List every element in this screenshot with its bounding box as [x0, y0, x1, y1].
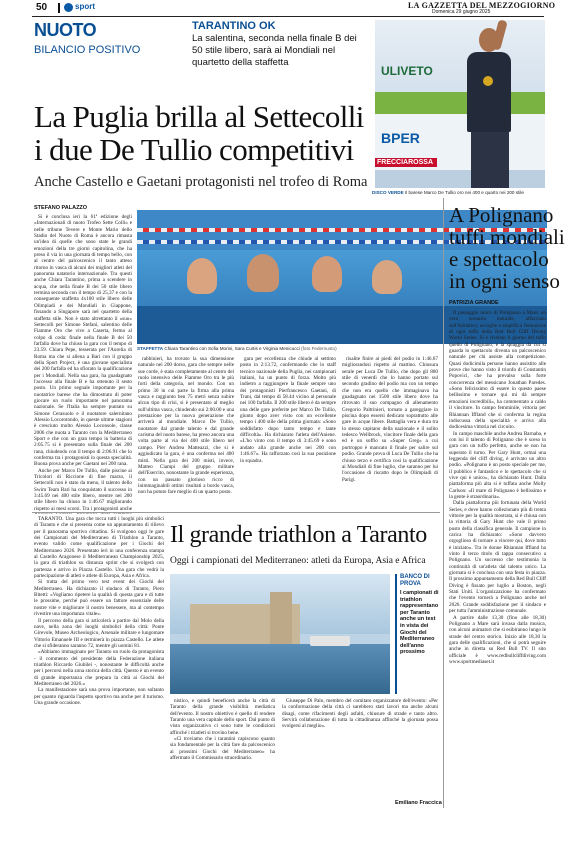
- boat: [310, 636, 350, 646]
- tri-byline: Emiliano Fraccica: [395, 800, 442, 806]
- banner-text: ULIVETO: [381, 64, 433, 78]
- main-col-2: [138, 356, 234, 508]
- teaser-text: La salentina, seconda nella finale B dei 50 stile libero, sarà ai Mondiali nel quartetto della staffetta: [192, 33, 357, 68]
- swimmer-1: [187, 258, 217, 294]
- banner-lower: [375, 170, 545, 188]
- banner-green: [375, 20, 545, 100]
- swimmer-legs: [471, 132, 509, 188]
- sidebar-headline-2: tuffi mondiali: [449, 225, 565, 249]
- main-headline-1: La Puglia brilla al Settecolli: [34, 99, 364, 134]
- mid-rule: [32, 512, 440, 513]
- sidebar-headline-4: in ogni senso: [449, 269, 560, 293]
- sidebar-text-4: A partire dalle 13,30 (fino alle 18,30) Polignano a Mare sarà invasa dalla musica, con alcuni animatori che si esibiranno lungo le strade del centro storico. Inizio alle 18,30 la gara delle qualificazioni, che si potrà seguire anche in diretta su Red Bull TV. Il sito ufficiale è www.redbullcliffdiving.com www.sportmediaset.it: [449, 614, 546, 665]
- sidebar-headline-1: A Polignano: [449, 203, 554, 227]
- page-number-bar: [58, 3, 60, 13]
- sidebar-text-3: Dalla piattaforma più fortunata della World Series, e dove hanno collezionato più di trenta vittorie per la qualità mostrata, si è chiusa con la vittoria di Gary Hunt che vale il primo posto della classifica generale. Il campione in carica ha dichiarato: «Sono davvero orgoglioso di tornare a vincere qui, dove tutto è iniziato». Tra le donne Rhiannan Iffland ha vinto il terzo titolo di tappa consecutivo a Polignano. Un successo che testimonia la continuità di un'atleta dal talento unico. La giornata si è conclusa con una festa in piazza. Il prossimo appuntamento della Red Bull Cliff Diving è fissato per luglio a Boston, negli Stati Uniti. L'organizzazione ha confermato che l'evento tornerà a Polignano anche nel 2026. Grande soddisfazione per il sindaco e per tutta l'amministrazione comunale.: [449, 500, 546, 615]
- sponsor-ribbon: [375, 92, 545, 114]
- castle-tower: [270, 592, 292, 644]
- swimmer-2: [247, 254, 279, 292]
- main-col-1-text-b: Anche per Marco De Tullio, dalle piscine ai Tricolori di Riccione di fine marzo, il Settecolli non è stato da meno, il talento dello Swim Team Bari ha conquistato il successo in 3:45.69 nei 400 stile libero, mentre nei 200 stile libero ha chiuso in 1:46.67 migliorando rispetto ai mesi scorsi. Tra i protagonisti anche: [34, 467, 132, 512]
- sea: [170, 644, 390, 694]
- box-title: BANCO DI PROVA: [400, 574, 430, 587]
- page-header: [0, 0, 580, 16]
- relay-caption-text: Chiara Tarantino con Sofia Morini, Sara Curtis e Virginia Menicucci: [164, 346, 300, 351]
- section-logo: sport: [75, 2, 95, 11]
- sidebar-body: [449, 310, 546, 808]
- tri-col-1-text-e: La manifestazione sarà una prova importante, non soltanto per quanto riguarda l'aspetto sportivo ma anche per il turismo. Una grande occasione.: [34, 687, 164, 706]
- sidebar-text-1: Il passaggio unico di Polignano a Mare, un vero scenario naturale, affacciato sull'Adriatico, accoglie e amplifica l'emozione di ogni tuffo della Red Bull Cliff Diving World Series. Si è rivelato il giorno del tuffo quello di Polignano, e la spiaggia da cui si guarda lo spettacolo diventa un palcoscenico naturale per chi assiste alla competizione. Quasi dodicimila persone hanno assistito alle prove che hanno visto il trionfo di Constantin Popovici, che ha prevalso sulla forte concorrenza del messicano Jonathan Paredes. «Sono felicissimo di essere in questo paese bellissimo e tornare qui mi dà sempre emozioni incredibili», ha commentato a caldo il vincitore. In campo femminile, vittoria per Rhiannan Iffland che si conferma la regina indiscussa della specialità e arriva alla dodicesima vittoria nel circuito.: [449, 310, 546, 431]
- main-col-3: [240, 356, 336, 508]
- main-subhead: Anche Castello e Gaetani protagonisti nel trofeo di Roma: [34, 174, 368, 190]
- banner-text-bper: BPER: [381, 130, 420, 146]
- box-text: I campionati di triathlon rappresentano per Taranto anche un test in vista dei Giochi del Mediterraneo dell'anno prossimo: [400, 590, 439, 656]
- top-caption-text: Il barese Marco De Tullio oro nei 400 e quarto nei 200 stile: [404, 190, 524, 195]
- tri-col-1-text-d: «Abbiamo immaginato per Taranto un ruolo da protagonista - il commento del presidente della Federazione italiana triathlon Riccardo Giubilei -, nonostante le difficoltà anche per i percorsi nella zona storica della città. Questo è un evento di grande importanza che prepara la città ai Giochi del Mediterraneo del 2026.»: [34, 649, 164, 687]
- tri-col-3: [282, 698, 438, 798]
- section-subtitle: BILANCIO POSITIVO: [34, 44, 141, 56]
- tri-col-3-text: Giuseppe Di Palo, membro del comitato organizzatore dell'evento: «Per la conformazione della città ci sarebbero stati lavori ma anche alcuni disagi, come rifacimenti degli asfalti, chiusure di strade e tanto altro. Servirà collaborazione di tutta la cittadinanza affinché la giornata possa svolgersi al meglio».: [282, 698, 438, 730]
- header-date: Domenica 29 giugno 2025: [432, 9, 491, 15]
- main-col-3-text: gara per eccellenza che chiude al settimo posto in 2:13.72, confermando che lo staff tecnico nazionale della Puglia, nei campionati italiani, ha un punto di forza. Molto più indietro a raggiungere la finale sempre uno dei protagonisti Pierfrancesco Gaetani, di Trani, dal tempo di 58.44 vicino al personale nei 100 farfalla. Il 200 stile libero è da sempre una delle gare preferite per Marco De Tullio, giunto dopo aver visto con un eccellente tempo i 400 stile della prima giornata: «Sono soddisfatto dopo tanto tempo e tante difficoltà». Ha dichiarato l'atleta dell'Aniene. «L'ho vinto con il tempo di 3:45.69 e sono andato alla grande anche nei 200 con 1:46.67». Ha rafforzato così la sua posizione in squadra.: [240, 356, 336, 464]
- header-rule: [32, 16, 544, 17]
- tri-col-2: [170, 698, 275, 808]
- top-photo-caption: [372, 190, 547, 196]
- tri-col-1-text-b: Si tratta del primo vero test event dei Giochi del Mediterraneo. Ha dichiarato il sindaco di Taranto, Piero Bitetti: «Vogliamo ripetere la qualità di questa gara e di tutte le prossime, perché può essere un fattore essenziale delle nostre vite e migliorare il nostro benessere, ma al contempo rivestire una importanza vitale».: [34, 579, 164, 618]
- page-number: 50: [36, 2, 48, 13]
- main-headline-2: i due De Tullio competitivi: [34, 132, 354, 167]
- top-photo-de-tullio: [375, 20, 545, 188]
- top-caption-label: DISCO VERDE: [372, 190, 404, 195]
- relay-caption-label: STAFFETTA: [137, 346, 164, 351]
- newspaper-name: LA GAZZETTA DEL MEZZOGIORNO: [408, 1, 556, 10]
- sport-logo-icon: [64, 3, 73, 12]
- main-col-2-text: rabbinieri, ha trovato la sua dimensione naturale nei 200 dorso, gara che sempre nelle sue corde, è stata completamente al centro del ruolo intensivo delle Fiamme Oro tra le più forti della categoria, nel mondo. Con un primo 30 in cui parte la firma alla prima vasca e raggiunto ben 75 metri senza subire alcun tipo di crisi, si è presentato al meglio sull'ultima vasca, chiudendo sui 2:00.00 e una prestazione per la nuova generazione che arriverà al mondiale. Marco De Tullio, nuotatore dal grande talento e dal grande carisma del nuoto barese, ha preso ancora una volta parte al via dei 400 stile libero nel campo. Pier Andrea Matteazzi, che si è aggiudicato la gara, è una conferma nei 400 misti. Nella gara dei 200 misti, invece, Matteo Ciampi del gruppo militare dell'Esercito, nonostante la grande esperienza, con un passato glorioso ricco di inimmaginabili ottimi risultati a bordo vasca, non ha potuto fare meglio di un quarto posto.: [138, 356, 234, 496]
- sidebar-byline: PATRIZIA GRANDE: [449, 300, 499, 306]
- main-byline: STEFANO PALAZZO: [34, 205, 88, 211]
- tri-col-2-text: nistico, e quindi beneficerà anche la città di Taranto della grande visibilità mediatica dell'evento. Il nostro obiettivo è quello di rendere Taranto una vera capitale dello sport. Dal punto di vista organizzativo ci sono tutte le condizioni affinché i triatleti si trovino bene.: [170, 698, 275, 736]
- tri-col-1: [34, 516, 164, 808]
- main-col-1-text: Si è conclusa ieri la 61ª edizione degli «Internazionali di nuoto Trofeo Sette Colli» e nelle tribune Tevere e Monte Mario dello Stadio del Nuoto di Roma è ancora rimasta un'idea di quelle che sono state le grandi emozioni della tre giorni capitolina, che ha preso il via in una giornata di tempo bello, con al centro del palcoscenico il tanto atteso ritorno in vasca di alcuni dei migliori atleti del panorama natatorio internazionale. Tra questi anche Chiara Tarantino, prima a scendere in acqua, che nella finale B dei 50 stile libero termina seconda con il tempo di 25,37 e con la conseguente staffetta 4x100 stile libero delle Olimpiadi e dei Mondiali in Giappone, fissando a Singapore sarà nel quartetto della staffetta stile. Non è stato altrettanto il «suo» Settecolli per Simone Stefanì, salentino delle Fiamme Oro che vive a Caserta, fermo al colpo di coda: finale nella finale B dei 50 farfalla dove ha chiuso la gara con il tempo di 23.59. Chiara Pepe, tesserata per l'Aurelia di Roma ma che si allena a Bari con il gruppo della Sport Project, è una giovane specialista dei 200 farfalla ed ha sfiorato la qualificazione per i Mondiali. Nella sua gara, ha guadagnato l'accesso alla finale B e ha ottenuto il sesto posto. Un primo segnale importante per la nuotatrice barese che ha dimostrato di poter giocare un ruolo importante nel panorama nazionale. Se l'Italia ha sempre puntato su Simone Cerasuolo e il nuotatore salernitano Alessio Locorotondo, in queste ultime stagioni è cresciuto molto Alessio Loconsole, classe 2006 che nuota a Taranto con la Mediterraneo Sport e che con un gran tempo in batteria di 2:05.75 si è presentato sulla finale dei 200 rana, chiudendo con il tempo di 2:06.91 che lo conferma tra i protagonisti in questa specialità. Buona prova anche per Gaetani nei 200 rana.: [34, 214, 132, 468]
- banco-di-prova-box: [395, 574, 440, 694]
- main-col-4: [342, 356, 438, 508]
- sidebar-rule: [443, 198, 444, 808]
- tri-headline: Il grande triathlon a Taranto: [170, 522, 427, 548]
- banner-text-freccia: FRECCIAROSSA: [375, 158, 437, 167]
- tri-col-1-text-a: TARANTO. Una gara che tocca tutti i luoghi più simbolici di Taranto e che si presenta come un appuntamento di rilievo per il panorama sportivo cittadino. Si svolgono oggi le gare dei Campionati del Mediterraneo di Triathlon a Taranto, evento valido come qualificazione per i Giochi del Mediterraneo 2026. Presentato ieri in una conferenza stampa al Castello Aragonese il Mediterranean Championship 2025, la gara di triathlon su distanza sprint che si svolgerà con partenza e arrivo in Piazza Castello. Una gara che vedrà la partecipazione di atleti e atlete di Europa, Asia e Africa.: [34, 516, 164, 580]
- swimmer-4: [372, 260, 402, 294]
- tri-col-2-text-b: «Ci troviamo che i tarantini capiscono quanto sia fondamentale per la città fare da palcoscenico ai prossimi Giochi del Mediterraneo» ha affermato il Commissario straordinario.: [170, 736, 275, 762]
- main-col-1: [34, 214, 132, 514]
- sidebar-headline-3: e spettacolo: [449, 247, 549, 271]
- tri-subhead: Oggi i campionati del Mediterraneo: atleti da Europa, Asia e Africa: [170, 556, 426, 566]
- relay-credit: (foto Federnuoto): [301, 346, 337, 351]
- tri-col-1-text-c: Il percorso della gara si articolerà a partire dal Molo della nave, nella zona dei luoghi simbolici della città: Ponte Girevole, Museo Archeologico, Arsenale militare e lungomare Vittorio Emanuele III e terminerà in piazza Castello. Le atlete che si sfideranno saranno 72, mentre gli uomini 81.: [34, 617, 164, 649]
- teaser-kicker: TARANTINO OK: [192, 20, 276, 32]
- section-title: NUOTO: [34, 20, 97, 40]
- swimmer-3: [312, 256, 342, 292]
- sidebar-text-2: In campo maschile anche Andrea Barnaba, e con lui il talento di Polignano che è sceso in gara con un tuffo perfetto, anche se non ha superato il turno. Per Gary Hunt, ormai una leggenda del cliff diving, è arrivato un altro podio. «Polignano è un posto speciale per me, il pubblico è fantastico e lo spettacolo che si vive qui è unico», ha dichiarato Hunt. Dalla piattaforma più alta si è tuffata anche Molly Carlson: «Il mare di Polignano è bellissimo e la gente è straordinaria».: [449, 430, 546, 500]
- main-col-4-text: risalite finire ai piedi del podio in 1:46.67 migliorandosi rispetto al mattino. Chiusura serale per Luca De Tullio, che dopo gli 800 stile di venerdì che lo hanno portato sul secondo gradino del podio ma con un tempo che non era quello che immaginava ha guadagnato nei 1500 stile libero dove ha ritrovato il suo compagno di allenamento Gregorio Paltrinieri, tornato a gareggiare in piscina dopo essersi dedicato soprattutto alle gare in acque libere. Battaglia vera e dura tra lo stesso capitano della nazionale e il solito tedesco Wellbrock, vincitore finale della gara ed è un soffio su «Super Greg» a cui purtroppo è mancato il finale per salire sul podio. Grande prova di Luca De Tullio che ha chiuso terzo e certifica così la qualificazione ai Mondiali di fine luglio, che saranno per lui l'occasione di riscatto dopo le Olimpiadi di Parigi.: [342, 356, 438, 483]
- medal-icon: [483, 76, 493, 86]
- triathlon-photo: [170, 574, 390, 694]
- swimmer-body: [467, 52, 511, 132]
